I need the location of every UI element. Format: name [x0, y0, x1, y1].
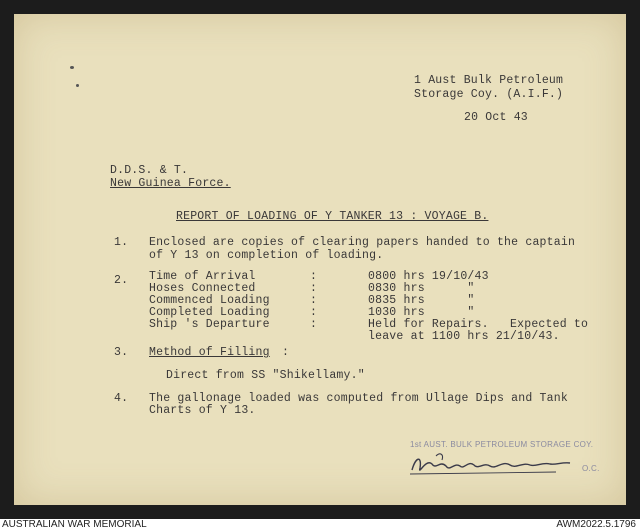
para4-line2: Charts of Y 13. — [149, 404, 256, 417]
document-date: 20 Oct 43 — [464, 111, 528, 124]
row-separator: : — [310, 270, 318, 283]
row-label: Time of Arrival — [149, 270, 256, 283]
row-separator: : — [310, 306, 318, 319]
row-label: Completed Loading — [149, 306, 270, 319]
paper-blemish — [70, 66, 74, 69]
para3-heading: Method of Filling — [149, 346, 270, 359]
footer-accession-number: AWM2022.5.1796 — [556, 519, 636, 530]
row-separator: : — [310, 318, 318, 331]
row-value: 1030 hrs " — [368, 306, 475, 319]
departure-continuation: leave at 1100 hrs 21/10/43. — [368, 330, 560, 343]
para3-detail: Direct from SS "Shikellamy." — [166, 369, 365, 382]
footer-institution: AUSTRALIAN WAR MEMORIAL — [2, 519, 147, 530]
para4-line1: The gallonage loaded was computed from Ullage Dips and Tank — [149, 392, 568, 405]
signature-image — [406, 450, 576, 478]
row-label: Commenced Loading — [149, 294, 270, 307]
row-value: Held for Repairs. Expected to — [368, 318, 589, 331]
para1-number: 1. — [114, 236, 129, 249]
paper-blemish — [76, 84, 79, 87]
row-value: 0835 hrs " — [368, 294, 475, 307]
row-separator: : — [310, 282, 318, 295]
document-page — [14, 14, 626, 505]
para3-number: 3. — [114, 346, 129, 359]
unit-name-line1: 1 Aust Bulk Petroleum — [414, 74, 564, 87]
addressee-line2: New Guinea Force. — [110, 177, 231, 190]
unit-stamp: 1st AUST. BULK PETROLEUM STORAGE COY. — [410, 440, 594, 449]
para1-line2: of Y 13 on completion of loading. — [149, 249, 384, 262]
row-label: Hoses Connected — [149, 282, 256, 295]
report-title: REPORT OF LOADING OF Y TANKER 13 : VOYAGE B. — [176, 210, 489, 223]
archive-footer — [0, 519, 640, 531]
officer-commanding-label: O.C. — [582, 464, 600, 473]
addressee-line1: D.D.S. & T. — [110, 164, 189, 177]
row-value: 0800 hrs 19/10/43 — [368, 270, 489, 283]
row-value: 0830 hrs " — [368, 282, 475, 295]
row-label: Ship 's Departure — [149, 318, 270, 331]
para2-number: 2. — [114, 274, 129, 287]
unit-name-line2: Storage Coy. (A.I.F.) — [414, 88, 564, 101]
para4-number: 4. — [114, 392, 129, 405]
para1-line1: Enclosed are copies of clearing papers handed to the captain — [149, 236, 576, 249]
row-separator: : — [310, 294, 318, 307]
para3-colon: : — [282, 346, 290, 359]
